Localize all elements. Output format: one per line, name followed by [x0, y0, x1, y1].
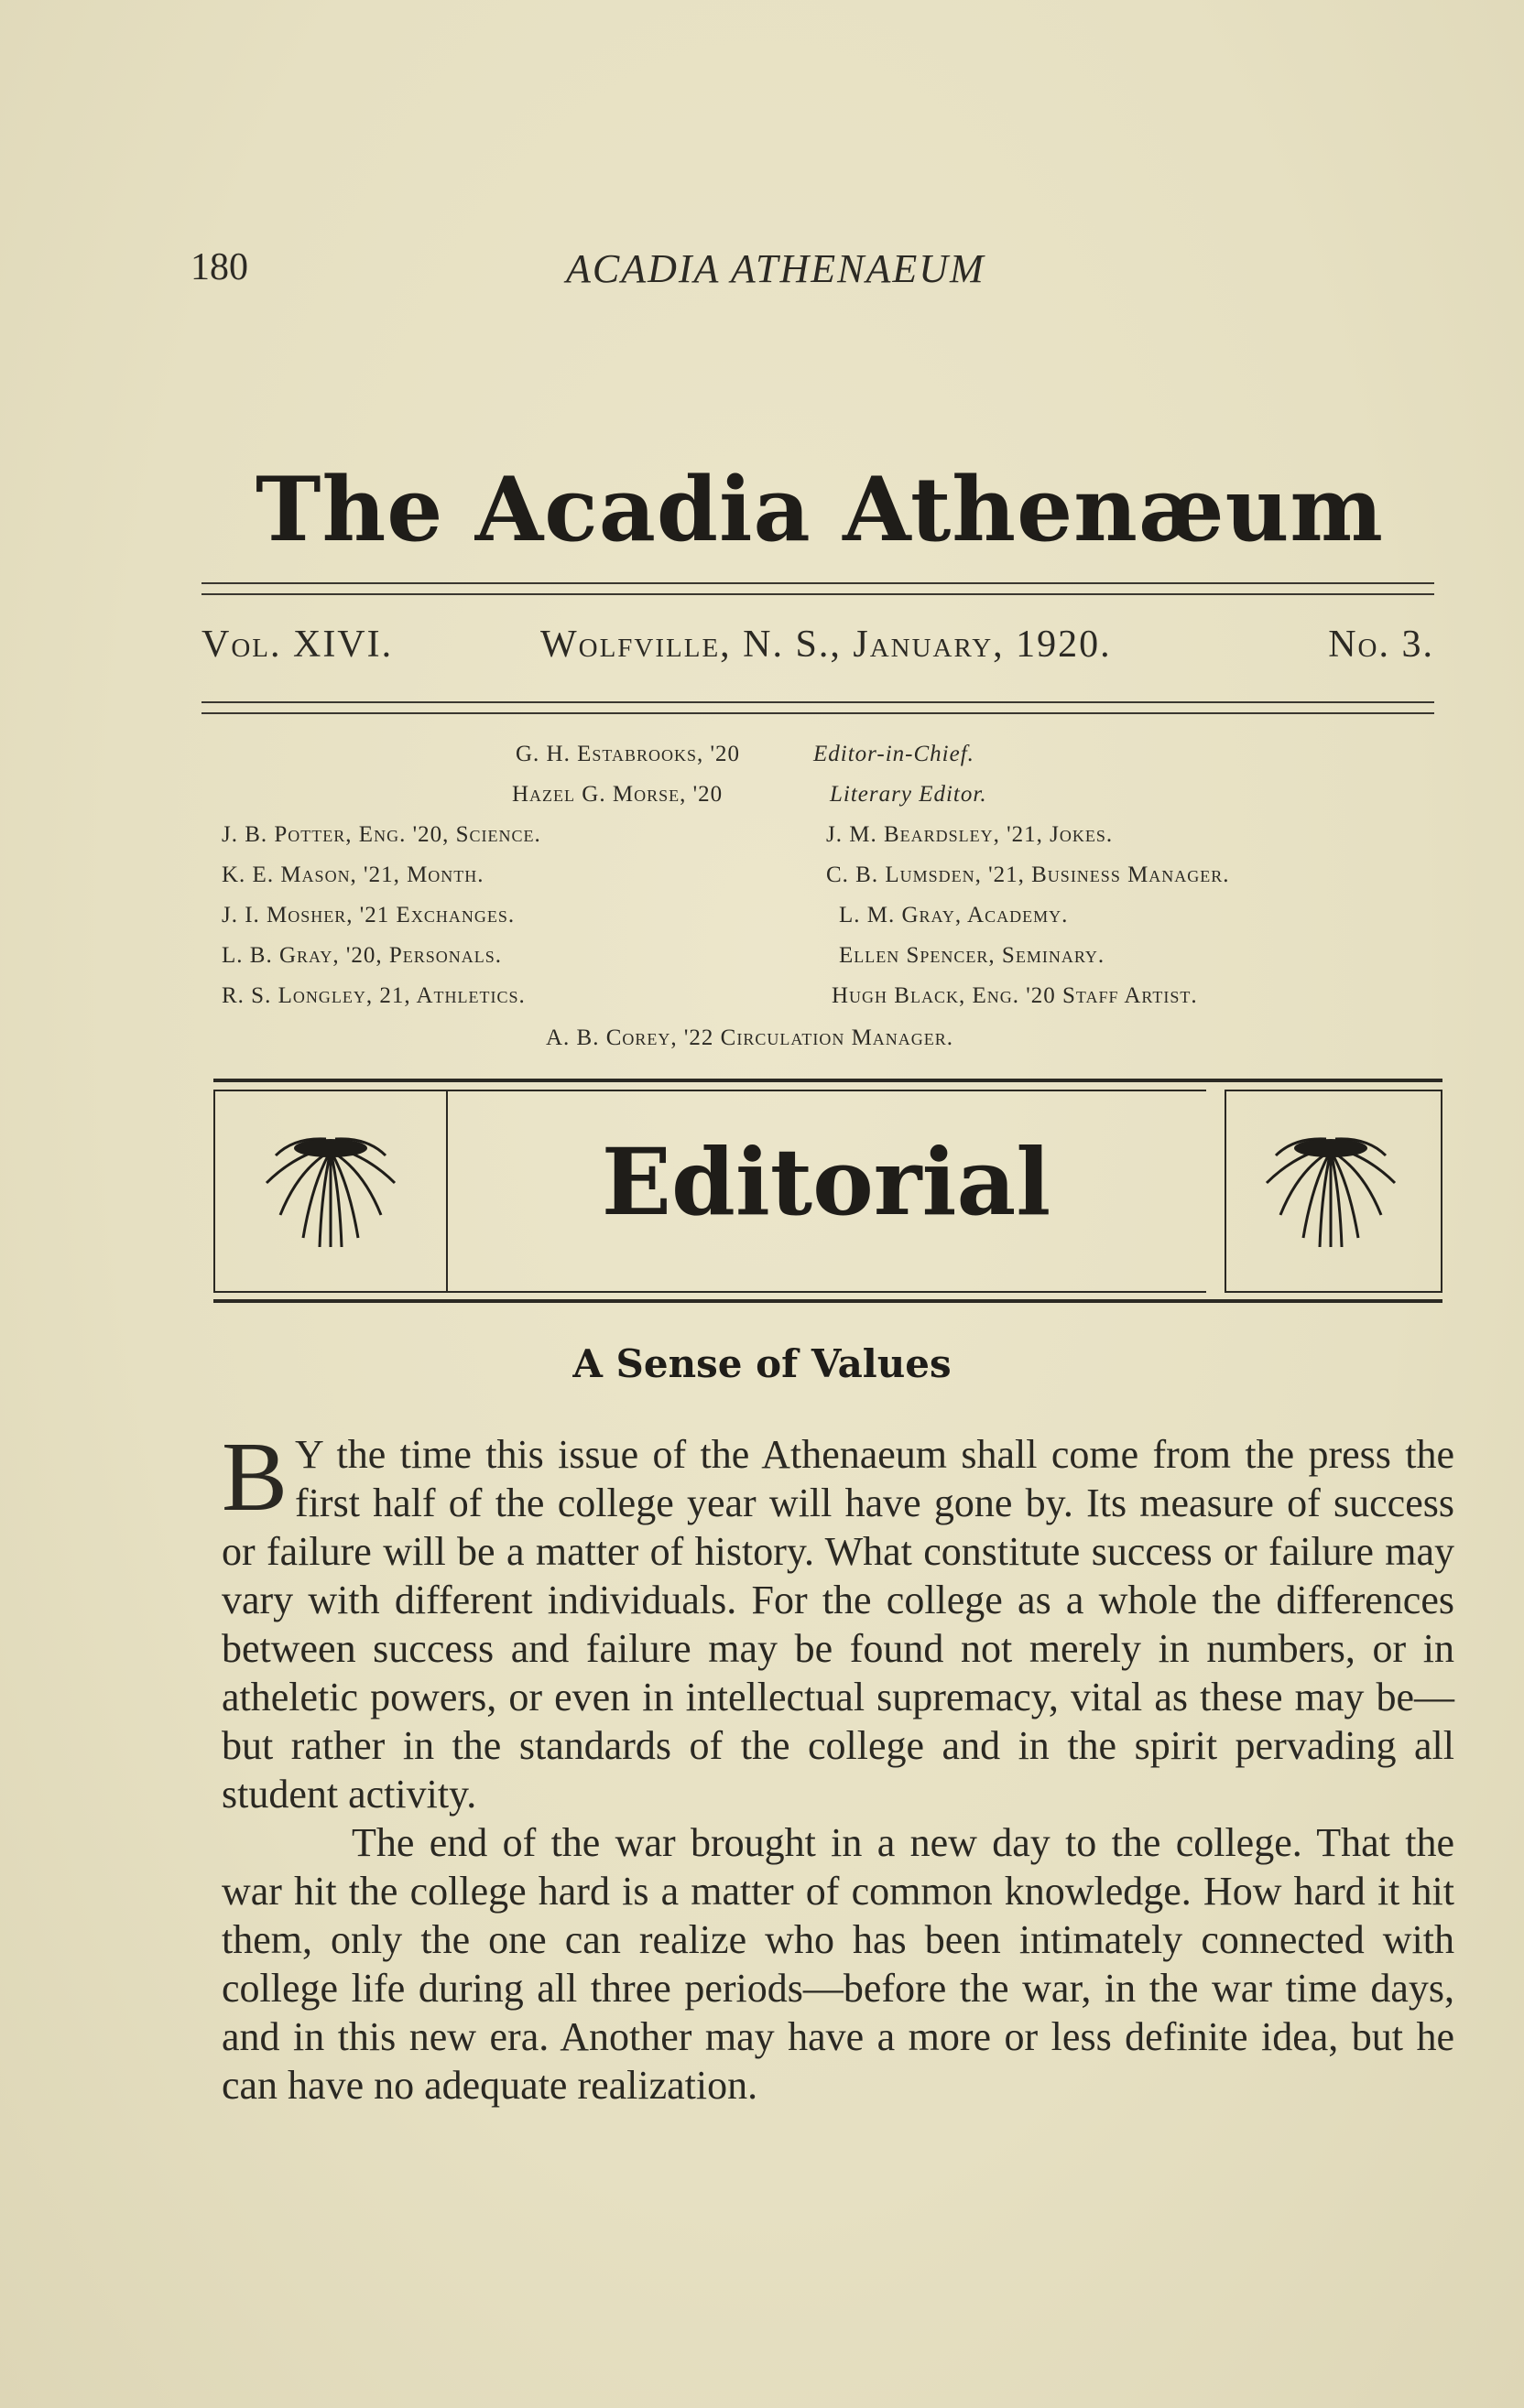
editorial-banner: [213, 1079, 1442, 1303]
double-rule-bottom: [201, 701, 1434, 714]
masthead-title: The Acadia Athenæum: [256, 458, 1384, 561]
staff-entry: A. B. Corey, '22 Circulation Manager.: [546, 1025, 954, 1050]
staff-top-names: [512, 734, 740, 815]
paragraph-text: Y the time this issue of the Athenaeum shall come from the press the first half of the college year will have gone by. Its measure of success or failure will be a matter of history. What constitute success or failure may vary with different individuals. For the college as a whole the differences between success and failure may be found not merely in numbers, or in atheletic powers, or even in intellectual supremacy, vital as these may be—but rather in the standards of the college and in the spirit pervading all student activity.: [222, 1432, 1454, 1817]
editorial-title-cell: [446, 1090, 1206, 1293]
issue-line: [201, 623, 1434, 678]
staff-entry: J. B. Potter, Eng. '20, Science.: [222, 822, 541, 847]
running-head: [190, 245, 1334, 300]
running-title: ACADIA ATHENAEUM: [566, 246, 985, 291]
palm-ornament-icon: [257, 1128, 404, 1256]
staff-entry: K. E. Mason, '21, Month.: [222, 862, 484, 887]
issue-number: No. 3.: [1328, 624, 1434, 666]
ornament-cell-left: [213, 1090, 448, 1293]
staff-top-roles: [813, 734, 987, 815]
staff-entry: R. S. Longley, 21, Athletics.: [222, 983, 526, 1008]
volume-label: Vol. XIVI.: [201, 624, 394, 666]
paragraph: The end of the war brought in a new day to the college. That the war hit the college hard is a matter of common knowledge. How hard it hit them, only the one can realize who has been intimately connected with college life during all three periods—before the war, in the war time days, and in this new era. Another may have a more or less definite idea, but he can have no adequate realization.: [222, 1820, 1454, 2108]
staff-right-column: [826, 815, 1230, 1016]
article-title: A Sense of Values: [572, 1341, 952, 1386]
double-rule-top: [201, 582, 1434, 595]
staff-entry: J. M. Beardsley, '21, Jokes.: [826, 822, 1114, 847]
staff-entry: L. B. Gray, '20, Personals.: [222, 943, 503, 968]
editorial-heading: Editorial: [601, 1128, 1051, 1236]
staff-entry: L. M. Gray, Academy.: [839, 903, 1069, 927]
staff-entry: C. B. Lumsden, '21, Business Manager.: [826, 862, 1230, 887]
staff-role: Literary Editor.: [830, 782, 987, 807]
place-date: Wolfville, N. S., January, 1920.: [540, 624, 1112, 666]
page-number: 180: [190, 246, 248, 288]
staff-entry: Ellen Spencer, Seminary.: [839, 943, 1105, 968]
staff-left-column: [222, 815, 541, 1016]
article-body: [222, 1423, 1454, 2110]
staff-bottom: [546, 1018, 953, 1058]
ornament-cell-right: [1225, 1090, 1442, 1293]
staff-name: Hazel G. Morse, '20: [512, 782, 724, 807]
paragraph: [222, 1423, 1454, 1818]
staff-entry: J. I. Mosher, '21 Exchanges.: [222, 903, 516, 927]
palm-ornament-icon: [1257, 1128, 1404, 1256]
staff-entry: Hugh Black, Eng. '20 Staff Artist.: [832, 983, 1198, 1008]
staff-name: G. H. Estabrooks, '20: [516, 742, 740, 766]
drop-cap: B: [222, 1423, 288, 1532]
staff-role: Editor-in-Chief.: [813, 742, 974, 766]
